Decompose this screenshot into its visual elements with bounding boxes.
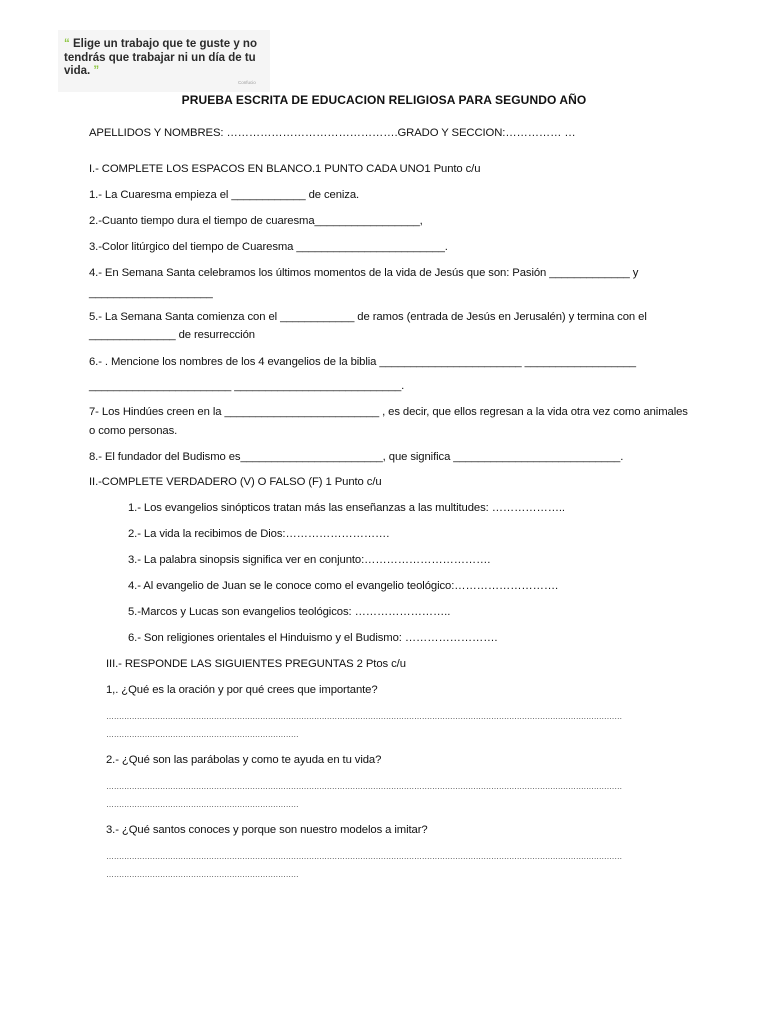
answer-line-2a: ………………………………………………………………………………………………………………………………………………………………………………… [106,782,622,791]
section1-heading: I.- COMPLETE LOS ESPACOS EN BLANCO.1 PUNTO CADA UNO1 Punto c/u [89,163,481,175]
answer-line-1a: ………………………………………………………………………………………………………………………………………………………………………………… [106,712,622,721]
close-quote-mark: ” [93,65,100,77]
section1-question-3: 3.-Color litúrgico del tiempo de Cuaresma ________________________. [89,241,448,253]
section3-heading: III.- RESPONDE LAS SIGUIENTES PREGUNTAS 2 Ptos c/u [106,658,406,670]
quote-text [64,38,274,79]
open-question-3: 3.- ¿Qué santos conoces y porque son nuestro modelos a imitar? [106,824,428,836]
section1-question-6-cont: _______________________ ___________________________. [89,380,405,392]
section1-question-8: 8.- El fundador del Budismo es_______________________, que significa ___________________________. [89,451,624,463]
quote-body: Elige un trabajo que te guste y no tendrás que trabajar ni un día de tu vida. [64,38,257,77]
section2-heading: II.-COMPLETE VERDADERO (V) O FALSO (F) 1 Punto c/u [89,476,382,488]
true-false-item-3: 3.- La palabra sinopsis significa ver en conjunto:……………………………. [128,554,491,566]
answer-line-3b: ………………………………………………………………… [106,870,299,879]
section1-question-5-cont: ______________ de resurrección [89,329,255,341]
true-false-item-5: 5.-Marcos y Lucas son evangelios teológicos: …………………….. [128,606,451,618]
section1-question-7-cont: o como personas. [89,425,178,437]
answer-line-1b: ………………………………………………………………… [106,730,299,739]
quote-author: Confucio [238,80,256,85]
true-false-item-6: 6.- Son religiones orientales el Hinduismo y el Budismo: ……………………. [128,632,498,644]
section1-question-6: 6.- . Mencione los nombres de los 4 evangelios de la biblia _______________________ __________________ [89,356,636,368]
section1-question-5: 5.- La Semana Santa comienza con el ____________ de ramos (entrada de Jesús en Jerusalén) y termina con el [89,311,647,323]
true-false-item-4: 4.- Al evangelio de Juan se le conoce como el evangelio teológico:………………………. [128,580,559,592]
true-false-item-1: 1.- Los evangelios sinópticos tratan más las enseñanzas a las multitudes: ……………….. [128,502,565,514]
answer-line-2b: ………………………………………………………………… [106,800,299,809]
page-title: PRUEBA ESCRITA DE EDUCACION RELIGIOSA PARA SEGUNDO AÑO [181,93,587,107]
answer-line-3a: ………………………………………………………………………………………………………………………………………………………………………………… [106,852,622,861]
section1-question-4-cont: ____________________ [89,287,213,299]
section1-question-4: 4.- En Semana Santa celebramos los últimos momentos de la vida de Jesús que son: Pasión _____________ y [89,267,639,279]
open-question-2: 2.- ¿Qué son las parábolas y como te ayuda en tu vida? [106,754,382,766]
section1-question-2: 2.-Cuanto tiempo dura el tiempo de cuaresma_________________, [89,215,423,227]
student-info-line: APELLIDOS Y NOMBRES: ……………………………………….GRADO Y SECCION:…………… … [89,127,576,139]
open-question-1: 1,. ¿Qué es la oración y por qué crees que importante? [106,684,378,696]
quote-banner [58,30,270,92]
section1-question-1: 1.- La Cuaresma empieza el ____________ de ceniza. [89,189,360,201]
section1-question-7: 7- Los Hindúes creen en la _________________________ , es decir, que ellos regresan a la vida otra vez como animales [89,406,688,418]
true-false-item-2: 2.- La vida la recibimos de Dios:………………………. [128,528,390,540]
open-quote-mark: “ [64,38,70,50]
